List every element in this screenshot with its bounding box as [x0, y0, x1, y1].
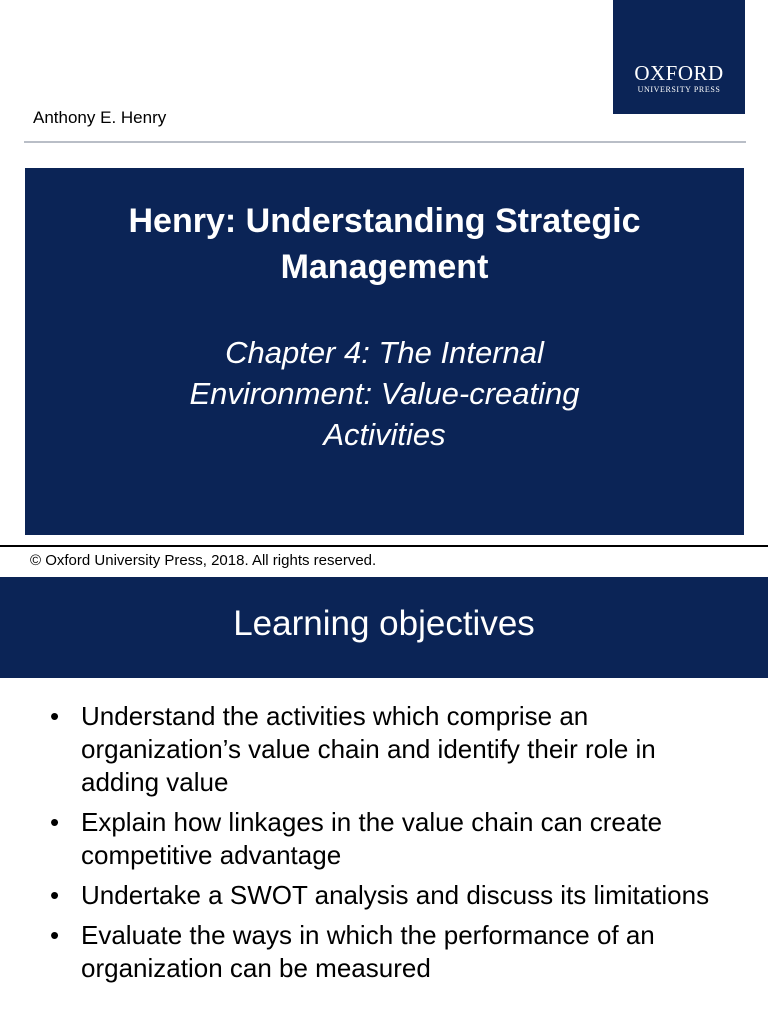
objective-text: Understand the activities which comprise an organization’s value chain and identify their role in adding value [81, 701, 656, 797]
objective-text: Explain how linkages in the value chain can create competitive advantage [81, 807, 663, 870]
logo-wordmark: OXFORD [634, 61, 724, 85]
list-item [50, 879, 740, 912]
header-rule [24, 141, 746, 143]
objectives-list [50, 700, 740, 992]
list-item [50, 806, 740, 872]
objective-text: Evaluate the ways in which the performance of an organization can be measured [81, 920, 655, 983]
slide-subtitle: Chapter 4: The Internal Environment: Value-creating Activities [189, 335, 580, 452]
copyright-notice: © Oxford University Press, 2018. All rights reserved. [30, 552, 377, 569]
bullet-icon: • [50, 880, 60, 910]
oxford-logo [613, 0, 745, 114]
slide-title: Henry: Understanding Strategic Management [128, 202, 641, 286]
objectives-header [0, 577, 768, 678]
bullet-icon: • [50, 807, 60, 837]
bullet-icon: • [50, 920, 60, 950]
objectives-title: Learning objectives [233, 604, 535, 643]
logo-subtitle: UNIVERSITY PRESS [637, 85, 721, 94]
bullet-icon: • [50, 701, 60, 731]
list-item [50, 919, 740, 985]
author-name: Anthony E. Henry [33, 108, 167, 127]
objective-text: Undertake a SWOT analysis and discuss its limitations [81, 880, 710, 910]
list-item [50, 700, 740, 799]
title-box [25, 168, 744, 535]
slide-divider [0, 545, 768, 547]
